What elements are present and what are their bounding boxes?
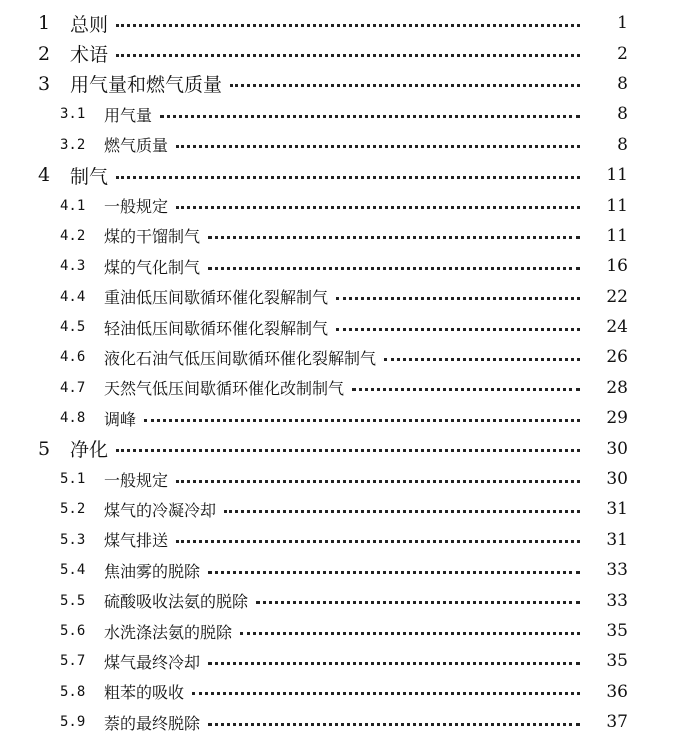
toc-entry-title: 重油低压间歇循环催化裂解制气 xyxy=(104,288,329,308)
toc-entry-number: 3 xyxy=(38,72,51,95)
dot-leader xyxy=(384,358,580,361)
dot-leader xyxy=(116,449,580,452)
toc-entry-number: 5.7 xyxy=(60,653,86,670)
toc-entry-title: 煤的干馏制气 xyxy=(104,227,201,247)
toc-entry-title: 水洗涤法氨的脱除 xyxy=(104,622,233,642)
toc-entry-page: 8 xyxy=(617,73,628,94)
dot-leader xyxy=(116,176,580,179)
toc-entry[interactable] xyxy=(0,464,690,494)
toc-entry-number: 4.8 xyxy=(60,410,86,427)
toc-entry-page: 29 xyxy=(606,408,628,429)
toc-entry-page: 33 xyxy=(606,560,628,581)
toc-entry-page: 24 xyxy=(606,317,628,338)
toc-entry-page: 30 xyxy=(606,469,628,490)
dot-leader xyxy=(176,540,580,543)
dot-leader xyxy=(224,510,580,513)
toc-entry[interactable] xyxy=(0,38,690,68)
dot-leader xyxy=(192,692,580,695)
toc-entry[interactable] xyxy=(0,190,690,220)
toc-entry-title: 一般规定 xyxy=(104,470,169,490)
toc-entry[interactable] xyxy=(0,342,690,372)
toc-entry[interactable] xyxy=(0,494,690,524)
dot-leader xyxy=(352,388,580,391)
toc-entry-number: 2 xyxy=(38,42,51,65)
table-of-contents xyxy=(0,8,690,737)
toc-entry[interactable] xyxy=(0,677,690,707)
toc-entry-page: 26 xyxy=(606,347,628,368)
toc-entry-page: 8 xyxy=(617,134,628,155)
toc-entry[interactable] xyxy=(0,282,690,312)
dot-leader xyxy=(208,662,580,665)
dot-leader xyxy=(144,419,580,422)
toc-entry[interactable] xyxy=(0,433,690,463)
toc-entry-page: 22 xyxy=(606,286,628,307)
dot-leader xyxy=(176,145,580,148)
toc-entry-page: 35 xyxy=(606,621,628,641)
toc-entry[interactable] xyxy=(0,707,690,737)
dot-leader xyxy=(116,24,580,27)
toc-entry-title: 用气量和燃气质量 xyxy=(70,74,223,97)
toc-entry-number: 4.2 xyxy=(60,227,86,244)
toc-entry-title: 液化石油气低压间歇循环催化裂解制气 xyxy=(104,348,377,368)
toc-entry-title: 一般规定 xyxy=(104,197,169,217)
toc-entry-number: 5.4 xyxy=(60,562,86,579)
toc-entry-number: 4.1 xyxy=(60,197,86,214)
toc-entry-title: 煤气的冷凝冷却 xyxy=(104,500,217,520)
toc-entry-number: 5 xyxy=(38,437,51,460)
toc-entry-title: 萘的最终脱除 xyxy=(104,713,201,733)
dot-leader xyxy=(208,236,580,239)
dot-leader xyxy=(336,328,580,331)
toc-entry-number: 5.2 xyxy=(60,501,86,518)
toc-entry-title: 调峰 xyxy=(104,409,137,429)
toc-entry-number: 5.3 xyxy=(60,531,86,548)
toc-entry-page: 30 xyxy=(606,438,628,459)
toc-entry[interactable] xyxy=(0,160,690,190)
dot-leader xyxy=(230,84,580,87)
dot-leader xyxy=(176,480,580,483)
toc-entry-title: 轻油低压间歇循环催化裂解制气 xyxy=(104,318,329,338)
toc-entry-number: 5.8 xyxy=(60,683,86,700)
toc-entry-number: 4.7 xyxy=(60,379,86,396)
toc-entry[interactable] xyxy=(0,403,690,433)
toc-entry[interactable] xyxy=(0,373,690,403)
toc-entry-title: 术语 xyxy=(70,44,109,67)
dot-leader xyxy=(208,267,580,270)
toc-entry[interactable] xyxy=(0,99,690,129)
toc-entry-page: 36 xyxy=(606,681,628,702)
toc-entry-title: 煤气排送 xyxy=(104,531,169,551)
toc-entry-page: 1 xyxy=(617,13,628,34)
toc-entry-page: 11 xyxy=(606,195,628,216)
dot-leader xyxy=(336,297,580,300)
toc-entry[interactable] xyxy=(0,616,690,646)
toc-entry-title: 煤气最终冷却 xyxy=(104,652,201,672)
toc-entry[interactable] xyxy=(0,312,690,342)
toc-entry-page: 31 xyxy=(606,529,628,550)
toc-entry-title: 煤的气化制气 xyxy=(104,257,201,277)
toc-entry-page: 37 xyxy=(606,712,628,733)
toc-entry[interactable] xyxy=(0,130,690,160)
toc-entry-number: 4.4 xyxy=(60,288,86,305)
toc-entry-title: 燃气质量 xyxy=(104,136,169,156)
toc-entry-page: 35 xyxy=(606,651,628,672)
toc-entry-number: 5.9 xyxy=(60,714,86,731)
toc-entry-number: 5.5 xyxy=(60,592,86,609)
toc-entry[interactable] xyxy=(0,251,690,281)
toc-entry-number: 3.2 xyxy=(60,136,86,153)
toc-entry[interactable] xyxy=(0,646,690,676)
dot-leader xyxy=(116,54,580,57)
toc-entry-page: 2 xyxy=(617,43,628,64)
toc-entry-page: 31 xyxy=(606,499,628,520)
toc-entry-page: 11 xyxy=(606,225,628,246)
toc-entry-number: 4.3 xyxy=(60,258,86,275)
toc-entry-title: 制气 xyxy=(70,165,109,188)
dot-leader xyxy=(208,723,580,726)
toc-entry[interactable] xyxy=(0,585,690,615)
dot-leader xyxy=(176,206,580,209)
toc-entry-title: 粗苯的吸收 xyxy=(104,683,185,703)
toc-entry-page: 33 xyxy=(606,590,628,611)
toc-entry-page: 8 xyxy=(617,104,628,125)
toc-entry-number: 4.6 xyxy=(60,349,86,366)
toc-entry[interactable] xyxy=(0,69,690,99)
toc-entry-number: 4 xyxy=(38,164,51,187)
toc-entry-number: 3.1 xyxy=(60,106,86,123)
toc-entry-page: 11 xyxy=(606,165,628,186)
toc-entry[interactable] xyxy=(0,8,690,38)
toc-entry-page: 16 xyxy=(606,256,628,277)
dot-leader xyxy=(160,115,580,118)
toc-entry-title: 硫酸吸收法氨的脱除 xyxy=(104,592,249,612)
toc-entry[interactable] xyxy=(0,525,690,555)
toc-entry-number: 5.6 xyxy=(60,623,86,639)
toc-entry-number: 1 xyxy=(38,12,51,35)
toc-entry-title: 总则 xyxy=(70,13,109,36)
toc-entry-title: 用气量 xyxy=(104,105,153,125)
toc-entry-title: 天然气低压间歇循环催化改制制气 xyxy=(104,379,345,399)
dot-leader xyxy=(240,632,580,635)
toc-entry-title: 净化 xyxy=(70,439,109,462)
toc-entry-page: 28 xyxy=(606,377,628,398)
toc-entry[interactable] xyxy=(0,555,690,585)
dot-leader xyxy=(256,601,580,604)
toc-entry-number: 5.1 xyxy=(60,471,86,488)
toc-entry-title: 焦油雾的脱除 xyxy=(104,561,201,581)
toc-entry[interactable] xyxy=(0,221,690,251)
toc-entry-number: 4.5 xyxy=(60,319,86,336)
dot-leader xyxy=(208,571,580,574)
